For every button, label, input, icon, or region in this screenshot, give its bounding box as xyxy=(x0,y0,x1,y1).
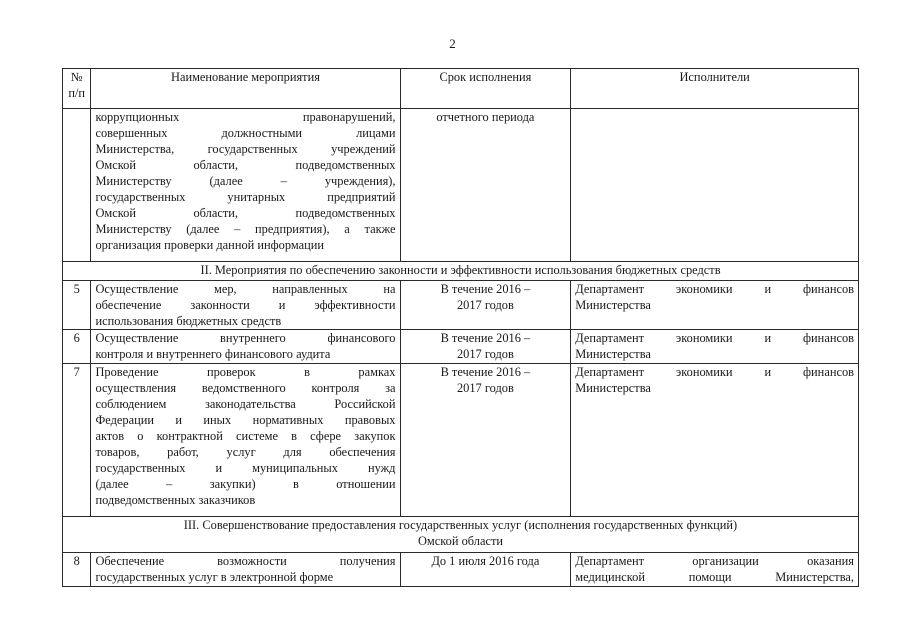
exec-line: Департамент экономики и финансов xyxy=(575,282,854,296)
name-line: организация проверки данной информации xyxy=(95,238,325,252)
table-row xyxy=(63,364,859,517)
name-line: совершенных должностными лицами xyxy=(95,126,396,140)
row-8-num: 8 xyxy=(63,553,91,587)
row-5-num: 5 xyxy=(63,281,91,330)
name-line: Омской области, подведомственных xyxy=(95,206,396,220)
exec-line: Департамент экономики и финансов xyxy=(575,331,854,345)
section-3-title xyxy=(63,517,859,553)
row-7-num: 7 xyxy=(63,364,91,517)
row-8-term: До 1 июля 2016 года xyxy=(400,553,571,587)
section-2-title: II. Мероприятия по обеспечению законности и эффективности использования бюджетных средств xyxy=(63,262,859,281)
table-header-row xyxy=(63,69,859,109)
exec-line: Министерства xyxy=(575,381,651,395)
header-num: № п/п xyxy=(63,69,91,109)
section-row-3 xyxy=(63,517,859,553)
term-line: В течение 2016 – xyxy=(440,365,531,379)
name-line: государственных и муниципальных нужд xyxy=(95,461,396,475)
header-exec: Исполнители xyxy=(571,69,859,109)
table-row-continued xyxy=(63,109,859,262)
section-3-line: Омской области xyxy=(417,534,504,548)
name-line: Обеспечение возможности получения xyxy=(95,554,396,568)
row-6-num: 6 xyxy=(63,330,91,364)
term-line: В течение 2016 – xyxy=(440,282,531,296)
name-line: Министерству (далее – учреждения), xyxy=(95,174,396,188)
row-continued-name xyxy=(91,109,400,262)
name-line: обеспечение законности и эффективности xyxy=(95,298,396,312)
row-8-name xyxy=(91,553,400,587)
term-line: 2017 годов xyxy=(456,298,514,312)
exec-line: медицинской помощи Министерства, xyxy=(575,570,854,584)
term-line: В течение 2016 – xyxy=(440,331,531,345)
header-name: Наименование мероприятия xyxy=(91,69,400,109)
term-line: 2017 годов xyxy=(456,381,514,395)
row-7-name xyxy=(91,364,400,517)
section-row-2 xyxy=(63,262,859,281)
plan-table xyxy=(62,68,859,587)
name-line: государственных услуг в электронной форме xyxy=(95,570,334,584)
name-line: Осуществление мер, направленных на xyxy=(95,282,396,296)
name-line: актов о контрактной системе в сфере закупок xyxy=(95,429,396,443)
name-line: Осуществление внутреннего финансового xyxy=(95,331,396,345)
exec-line: Министерства xyxy=(575,298,651,312)
row-continued-num xyxy=(63,109,91,262)
page-number: 2 xyxy=(449,36,456,51)
row-6-name xyxy=(91,330,400,364)
name-line: подведомственных заказчиков xyxy=(95,493,256,507)
name-line: контроля и внутреннего финансового аудита xyxy=(95,347,331,361)
name-line: осуществления ведомственного контроля за xyxy=(95,381,396,395)
row-5-name xyxy=(91,281,400,330)
name-line: Министерству (далее – предприятия), а также xyxy=(95,222,396,236)
row-5-exec xyxy=(571,281,859,330)
row-6-exec xyxy=(571,330,859,364)
row-8-exec xyxy=(571,553,859,587)
term-line: 2017 годов xyxy=(456,347,514,361)
name-line: (далее – закупки) в отношении xyxy=(95,477,396,491)
row-6-term xyxy=(400,330,571,364)
name-line: Проведение проверок в рамках xyxy=(95,365,396,379)
name-line: Федерации и иных нормативных правовых xyxy=(95,413,396,427)
exec-line: Департамент организации оказания xyxy=(575,554,854,568)
table-row xyxy=(63,281,859,330)
row-5-term xyxy=(400,281,571,330)
table-row xyxy=(63,330,859,364)
name-line: Министерства, государственных учреждений xyxy=(95,142,396,156)
row-7-exec xyxy=(571,364,859,517)
row-7-term xyxy=(400,364,571,517)
name-line: использования бюджетных средств xyxy=(95,314,282,328)
table-row xyxy=(63,553,859,587)
exec-line: Департамент экономики и финансов xyxy=(575,365,854,379)
section-3-line: III. Совершенствование предоставления государственных услуг (исполнения государственных функций) xyxy=(183,518,738,532)
row-continued-term: отчетного периода xyxy=(400,109,571,262)
name-line: соблюдением законодательства Российской xyxy=(95,397,396,411)
name-line: коррупционных правонарушений, xyxy=(95,110,396,124)
header-term: Срок исполнения xyxy=(400,69,571,109)
name-line: товаров, работ, услуг для обеспечения xyxy=(95,445,396,459)
name-line: государственных унитарных предприятий xyxy=(95,190,396,204)
exec-line: Министерства xyxy=(575,347,651,361)
name-line: Омской области, подведомственных xyxy=(95,158,396,172)
row-continued-exec xyxy=(571,109,859,262)
